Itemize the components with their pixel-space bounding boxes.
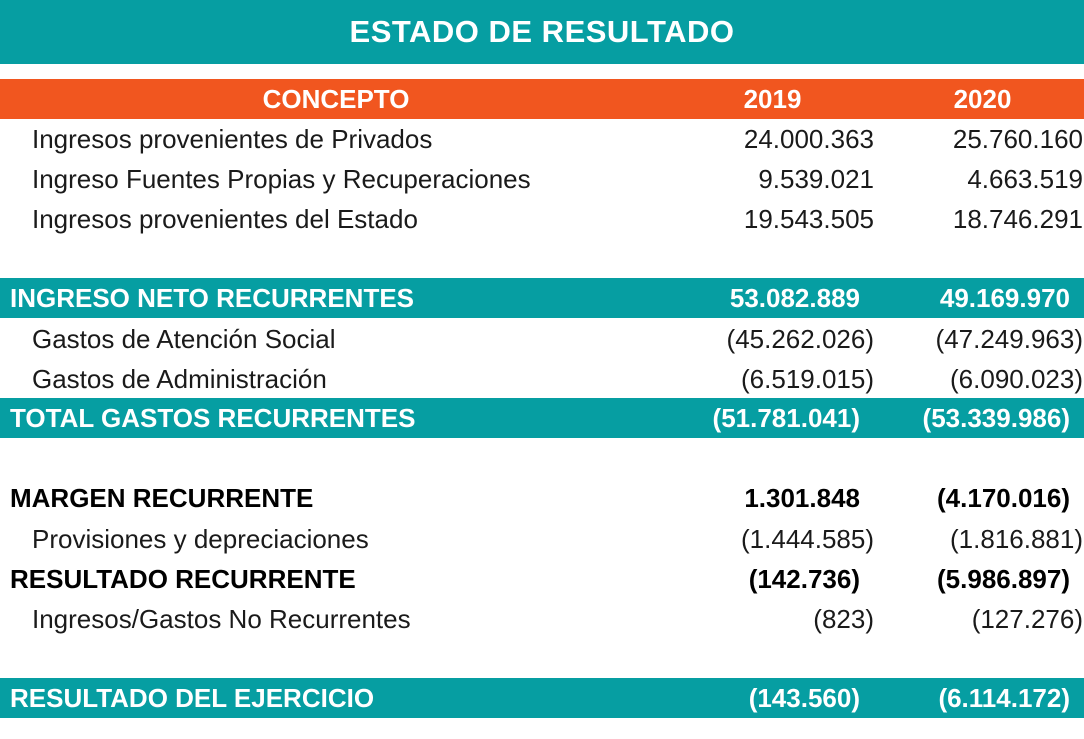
subtotal-row-total-gastos [0, 398, 1084, 438]
value-2020: (6.090.023) [950, 364, 1083, 394]
row-label: MARGEN RECURRENTE [10, 483, 314, 513]
value-2020: 25.760.160 [952, 124, 1083, 154]
value-2019: (45.262.026) [726, 324, 874, 354]
value-2019: 53.082.889 [729, 283, 860, 313]
table-row [0, 319, 1084, 359]
row-label: TOTAL GASTOS RECURRENTES [10, 403, 416, 433]
value-2020: (5.986.897) [937, 564, 1070, 594]
column-header-concept: CONCEPTO [262, 84, 410, 114]
row-label: Ingreso Fuentes Propias y Recuperaciones [32, 164, 531, 194]
value-2020: (53.339.986) [922, 403, 1070, 433]
table-row [0, 199, 1084, 239]
value-2019: (142.736) [748, 564, 860, 594]
column-header-2019: 2019 [743, 84, 802, 114]
column-header-2020: 2020 [953, 84, 1012, 114]
bold-row-resultado-recurrente [0, 559, 1084, 599]
value-2020: (47.249.963) [935, 324, 1083, 354]
value-2019: (823) [813, 604, 874, 634]
value-2019: (1.444.585) [741, 524, 874, 554]
row-label: RESULTADO DEL EJERCICIO [10, 683, 375, 713]
value-2019: (51.781.041) [712, 403, 860, 433]
row-label: Ingresos/Gastos No Recurrentes [32, 604, 411, 634]
value-2020: (6.114.172) [938, 683, 1070, 713]
value-2019: (6.519.015) [741, 364, 874, 394]
row-label: Gastos de Administración [32, 364, 327, 394]
table-row [0, 159, 1084, 199]
row-label: RESULTADO RECURRENTE [10, 564, 356, 594]
value-2020: 49.169.970 [939, 283, 1070, 313]
table-row [0, 599, 1084, 639]
value-2020: (1.816.881) [950, 524, 1083, 554]
table-row [0, 519, 1084, 559]
table-header [0, 79, 1084, 119]
value-2019: (143.560) [748, 683, 860, 713]
report-title: ESTADO DE RESULTADO [0, 0, 1084, 64]
row-label: Ingresos provenientes del Estado [32, 204, 418, 234]
value-2019: 1.301.848 [744, 483, 860, 513]
value-2019: 19.543.505 [743, 204, 874, 234]
value-2020: 4.663.519 [967, 164, 1083, 194]
bold-row-margen [0, 478, 1084, 518]
value-2019: 24.000.363 [743, 124, 874, 154]
row-label: Provisiones y depreciaciones [32, 524, 369, 554]
row-label: INGRESO NETO RECURRENTES [10, 283, 415, 313]
row-label: Gastos de Atención Social [32, 324, 336, 354]
value-2020: 18.746.291 [952, 204, 1083, 234]
value-2020: (4.170.016) [937, 483, 1070, 513]
total-row-resultado-ejercicio [0, 678, 1084, 718]
table-row [0, 359, 1084, 399]
row-label: Ingresos provenientes de Privados [32, 124, 433, 154]
value-2019: 9.539.021 [758, 164, 874, 194]
table-row [0, 119, 1084, 159]
value-2020: (127.276) [971, 604, 1083, 634]
subtotal-row-ingreso-neto [0, 278, 1084, 318]
